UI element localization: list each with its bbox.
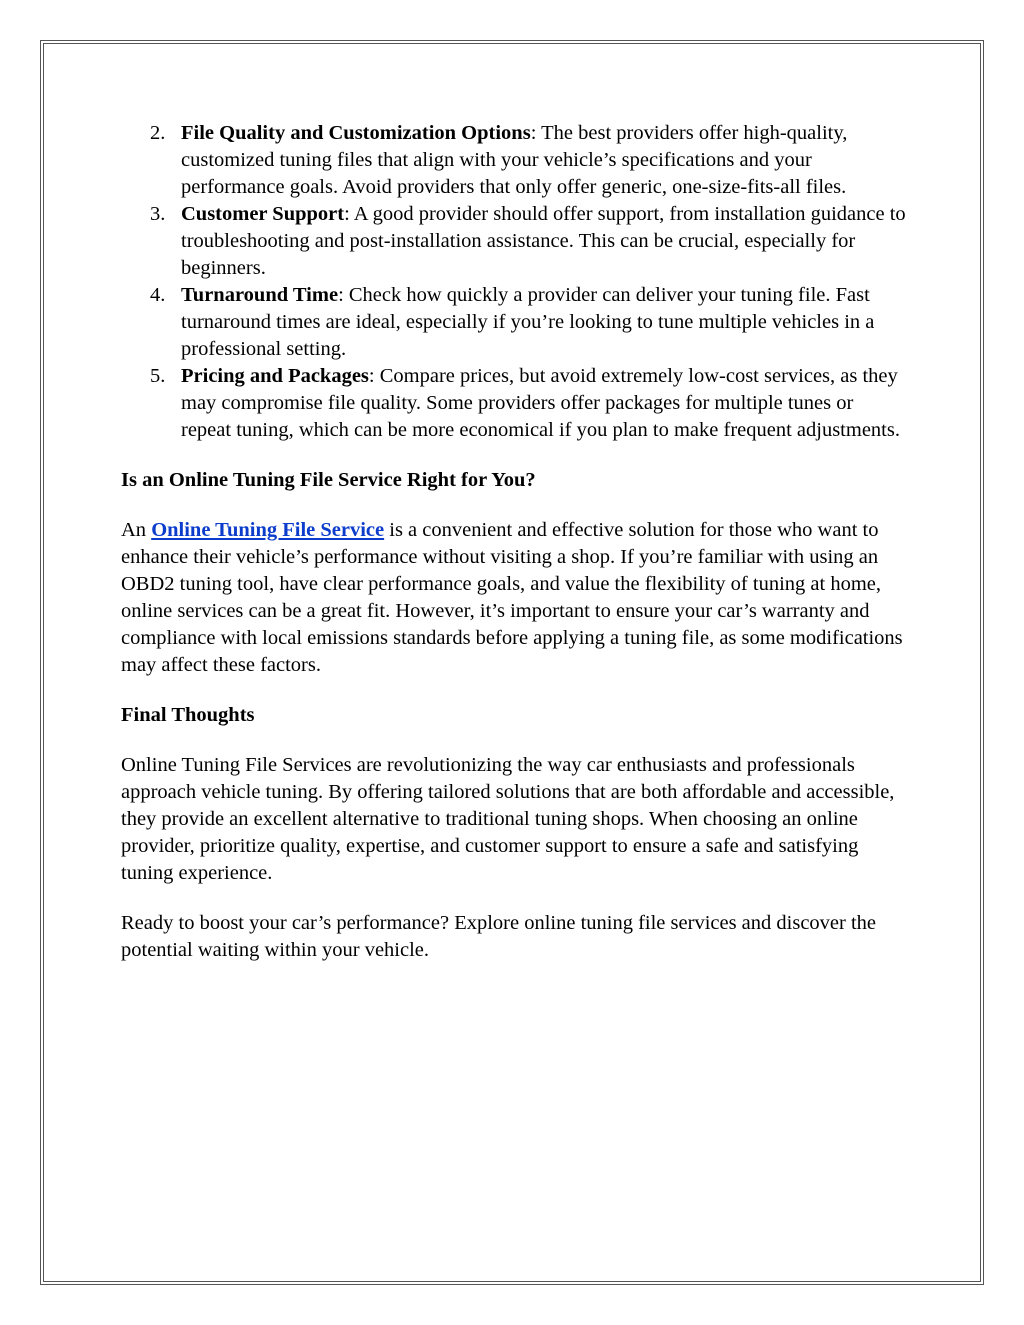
list-item-title: File Quality and Customization Options [181, 122, 531, 144]
list-item-text: : Check how quickly a provider can deliver your tuning file. Fast turnaround times are ideal, especially if you’re looking to tune multiple vehicles in a professional setting. [181, 284, 875, 360]
list-number: 3. [150, 203, 166, 225]
list-item-title: Turnaround Time [181, 284, 339, 306]
document-body [121, 120, 907, 964]
numbered-list [121, 120, 907, 444]
list-number: 2. [150, 122, 166, 144]
paragraph-rest: is a convenient and effective solution for those who want to enhance their vehicle’s performance without visiting a shop. If you’re familiar with using an OBD2 tuning tool, have clear performance goals, and value the flexibility of tuning at home, online services can be a great fit. However, it’s important to ensure your car’s warranty and compliance with local emissions standards before applying a tuning file, as some modifications may affect these factors. [121, 519, 903, 676]
list-item [121, 120, 907, 201]
list-item-text: : The best providers offer high-quality, customized tuning files that align with your vehicle’s specifications and your performance goals. Avoid providers that only offer generic, one-size-fits-all files. [181, 122, 848, 198]
paragraph-prefix: An [121, 519, 152, 541]
list-number: 4. [150, 284, 166, 306]
list-item-text: : A good provider should offer support, from installation guidance to troubleshooting and post-installation assistance. This can be crucial, especially for beginners. [181, 203, 906, 279]
list-item-title: Pricing and Packages [181, 365, 369, 387]
paragraph-final-thoughts: Online Tuning File Services are revolutionizing the way car enthusiasts and professionals approach vehicle tuning. By offering tailored solutions that are both affordable and accessible, they provide an excellent alternative to traditional tuning shops. When choosing an online provider, prioritize quality, expertise, and customer support to ensure a safe and satisfying tuning experience. [121, 754, 895, 884]
paragraph-call-to-action: Ready to boost your car’s performance? Explore online tuning file services and discover the potential waiting within your vehicle. [121, 912, 877, 961]
list-number: 5. [150, 365, 166, 387]
paragraph-online-tuning [121, 517, 907, 679]
list-item-text: : Compare prices, but avoid extremely low-cost services, as they may compromise file quality. Some providers offer packages for multiple tunes or repeat tuning, which can be more economical if you plan to make frequent adjustments. [181, 365, 900, 441]
online-tuning-file-service-link[interactable]: Online Tuning File Service [151, 519, 385, 541]
list-item [121, 282, 907, 363]
section-heading-online-tuning: Is an Online Tuning File Service Right for You? [121, 469, 536, 491]
list-item-title: Customer Support [181, 203, 345, 225]
list-item [121, 363, 907, 444]
section-heading-final-thoughts: Final Thoughts [121, 704, 255, 726]
list-item [121, 201, 907, 282]
